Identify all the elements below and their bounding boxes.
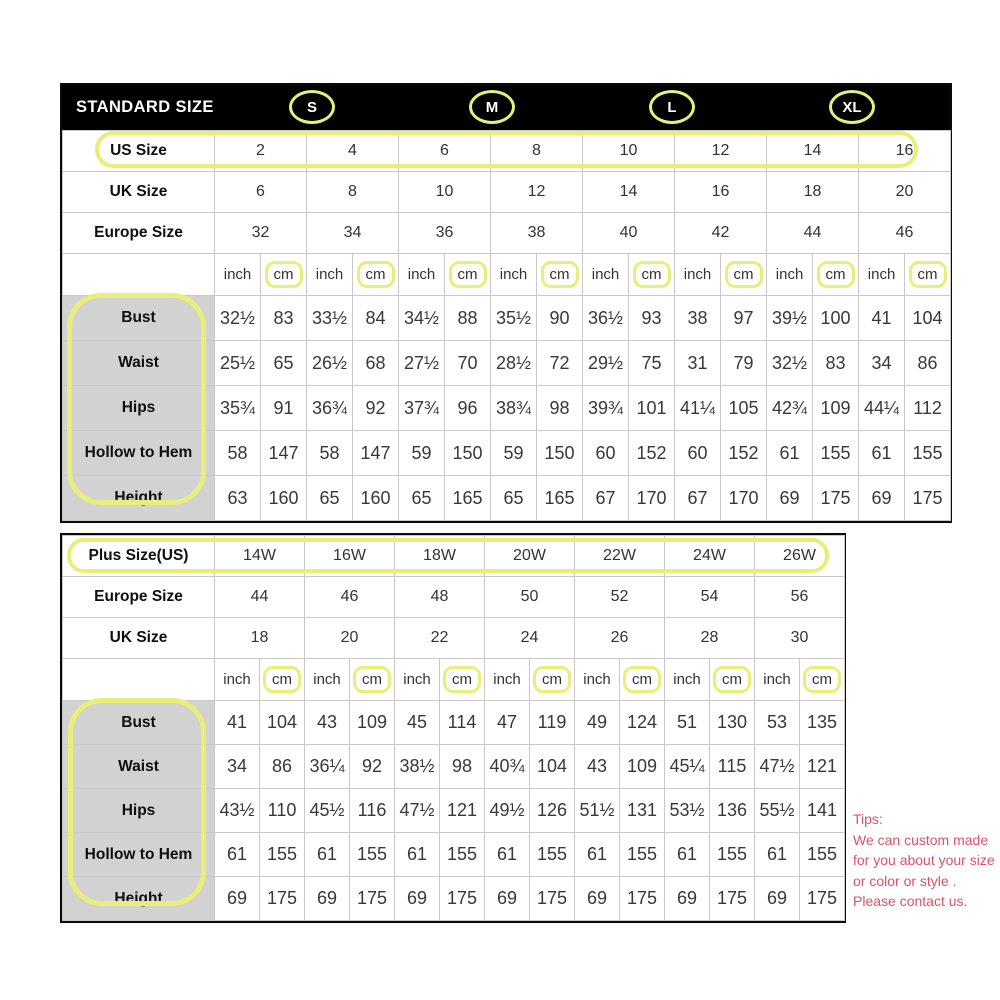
measure-value-cell: 41 <box>215 701 260 745</box>
measure-value-cell: 155 <box>800 833 845 877</box>
measure-value-cell: 60 <box>583 431 629 476</box>
cm-unit-cell <box>710 659 755 701</box>
measure-value-cell: 61 <box>755 833 800 877</box>
cm-unit-cell <box>530 659 575 701</box>
inch-unit-cell: inch <box>491 254 537 296</box>
tips-line: Please contact us. <box>853 893 968 910</box>
size-value-cell: 6 <box>399 131 491 172</box>
cm-unit-cell <box>445 254 491 296</box>
measure-value-cell: 36½ <box>583 296 629 341</box>
measure-value-cell: 75 <box>629 341 675 386</box>
measure-value-cell: 34 <box>215 745 260 789</box>
cm-unit-cell <box>440 659 485 701</box>
measure-value-cell: 68 <box>353 341 399 386</box>
cm-highlight: cm <box>909 261 947 288</box>
measure-value-cell: 38¾ <box>491 386 537 431</box>
size-value-cell: 38 <box>491 213 583 254</box>
measure-value-cell: 110 <box>260 789 305 833</box>
cm-highlight: cm <box>725 261 763 288</box>
measure-value-cell: 109 <box>350 701 395 745</box>
row-label-cell: Hips <box>63 386 215 431</box>
measure-value-cell: 36¾ <box>307 386 353 431</box>
measure-value-cell: 150 <box>445 431 491 476</box>
measure-value-cell: 165 <box>445 476 491 521</box>
measure-value-cell: 29½ <box>583 341 629 386</box>
measure-value-cell: 170 <box>721 476 767 521</box>
size-row <box>63 536 845 577</box>
unit-label-cell <box>63 254 215 296</box>
measure-value-cell: 152 <box>721 431 767 476</box>
measure-row <box>63 789 845 833</box>
measure-value-cell: 69 <box>395 877 440 921</box>
measure-value-cell: 86 <box>260 745 305 789</box>
inch-unit-cell: inch <box>675 254 721 296</box>
size-row <box>63 213 951 254</box>
standard-size-grid <box>62 130 951 521</box>
row-label-cell: Waist <box>63 745 215 789</box>
tips-line: or color or style . <box>853 872 957 889</box>
measure-value-cell: 69 <box>485 877 530 921</box>
measure-value-cell: 104 <box>530 745 575 789</box>
measure-value-cell: 26½ <box>307 341 353 386</box>
row-label-cell: Height <box>63 476 215 521</box>
measure-value-cell: 51 <box>665 701 710 745</box>
measure-value-cell: 58 <box>215 431 261 476</box>
measure-value-cell: 90 <box>537 296 583 341</box>
measure-value-cell: 104 <box>905 296 951 341</box>
measure-value-cell: 109 <box>620 745 665 789</box>
measure-value-cell: 34½ <box>399 296 445 341</box>
size-row <box>63 131 951 172</box>
inch-unit-cell: inch <box>215 659 260 701</box>
size-value-cell: 46 <box>305 577 395 618</box>
cm-unit-cell <box>353 254 399 296</box>
measure-value-cell: 69 <box>859 476 905 521</box>
cm-unit-cell <box>905 254 951 296</box>
measure-value-cell: 100 <box>813 296 859 341</box>
cm-highlight: cm <box>443 666 481 693</box>
measure-value-cell: 160 <box>353 476 399 521</box>
size-value-cell: 56 <box>755 577 845 618</box>
cm-unit-cell <box>629 254 675 296</box>
row-label-cell: Height <box>63 877 215 921</box>
measure-row <box>63 386 951 431</box>
measure-value-cell: 175 <box>350 877 395 921</box>
tips-line: for you about your size <box>853 852 995 869</box>
table-title: STANDARD SIZE <box>76 98 214 116</box>
inch-unit-cell: inch <box>767 254 813 296</box>
size-value-cell: 14 <box>767 131 859 172</box>
row-label-cell: Europe Size <box>63 577 215 618</box>
row-label-cell: Europe Size <box>63 213 215 254</box>
cm-highlight: cm <box>357 261 395 288</box>
measure-value-cell: 61 <box>485 833 530 877</box>
tips-note <box>853 809 999 912</box>
unit-row <box>63 254 951 296</box>
tips-line: Tips: <box>853 811 883 827</box>
measure-value-cell: 175 <box>260 877 305 921</box>
measure-value-cell: 41 <box>859 296 905 341</box>
measure-value-cell: 47½ <box>395 789 440 833</box>
measure-value-cell: 88 <box>445 296 491 341</box>
size-value-cell: 14 <box>583 172 675 213</box>
measure-value-cell: 160 <box>261 476 307 521</box>
measure-value-cell: 38 <box>675 296 721 341</box>
cm-unit-cell <box>260 659 305 701</box>
measure-value-cell: 59 <box>491 431 537 476</box>
size-value-cell: 52 <box>575 577 665 618</box>
measure-value-cell: 86 <box>905 341 951 386</box>
measure-value-cell: 155 <box>710 833 755 877</box>
measure-value-cell: 65 <box>261 341 307 386</box>
row-label-cell: Hips <box>63 789 215 833</box>
row-label-cell: Bust <box>63 296 215 341</box>
size-value-cell: 28 <box>665 618 755 659</box>
row-label-cell: Bust <box>63 701 215 745</box>
measure-value-cell: 147 <box>353 431 399 476</box>
measure-value-cell: 63 <box>215 476 261 521</box>
size-value-cell: 20 <box>305 618 395 659</box>
measure-value-cell: 43½ <box>215 789 260 833</box>
measure-value-cell: 61 <box>665 833 710 877</box>
inch-unit-cell: inch <box>215 254 261 296</box>
measure-value-cell: 92 <box>350 745 395 789</box>
row-label-cell: UK Size <box>63 618 215 659</box>
measure-value-cell: 83 <box>813 341 859 386</box>
unit-label-cell <box>63 659 215 701</box>
measure-value-cell: 61 <box>575 833 620 877</box>
measure-value-cell: 42¾ <box>767 386 813 431</box>
size-value-cell: 18 <box>767 172 859 213</box>
measure-value-cell: 98 <box>537 386 583 431</box>
size-row <box>63 172 951 213</box>
row-label-cell: Plus Size(US) <box>63 536 215 577</box>
measure-value-cell: 114 <box>440 701 485 745</box>
cm-highlight: cm <box>533 666 571 693</box>
size-value-cell: 26W <box>755 536 845 577</box>
measure-value-cell: 61 <box>215 833 260 877</box>
inch-unit-cell: inch <box>583 254 629 296</box>
measure-value-cell: 101 <box>629 386 675 431</box>
measure-value-cell: 69 <box>755 877 800 921</box>
measure-value-cell: 40¾ <box>485 745 530 789</box>
measure-value-cell: 165 <box>537 476 583 521</box>
measure-value-cell: 58 <box>307 431 353 476</box>
measure-row <box>63 701 845 745</box>
size-value-cell: 22W <box>575 536 665 577</box>
size-value-cell: 40 <box>583 213 675 254</box>
measure-row <box>63 745 845 789</box>
measure-value-cell: 32½ <box>215 296 261 341</box>
measure-value-cell: 96 <box>445 386 491 431</box>
measure-value-cell: 53½ <box>665 789 710 833</box>
measure-value-cell: 33½ <box>307 296 353 341</box>
size-value-cell: 48 <box>395 577 485 618</box>
measure-row <box>63 431 951 476</box>
measure-value-cell: 65 <box>399 476 445 521</box>
measure-value-cell: 32½ <box>767 341 813 386</box>
measure-value-cell: 175 <box>813 476 859 521</box>
cm-highlight: cm <box>817 261 855 288</box>
measure-value-cell: 130 <box>710 701 755 745</box>
size-value-cell: 6 <box>215 172 307 213</box>
plus-size-table <box>60 533 846 923</box>
measure-value-cell: 121 <box>440 789 485 833</box>
measure-value-cell: 59 <box>399 431 445 476</box>
cm-highlight: cm <box>263 666 301 693</box>
inch-unit-cell: inch <box>575 659 620 701</box>
tips-line: We can custom made <box>853 831 989 848</box>
size-badge-xl-icon: XL <box>829 90 875 124</box>
size-value-cell: 18 <box>215 618 305 659</box>
measure-value-cell: 51½ <box>575 789 620 833</box>
measure-value-cell: 55½ <box>755 789 800 833</box>
measure-value-cell: 83 <box>261 296 307 341</box>
cm-unit-cell <box>813 254 859 296</box>
measure-value-cell: 45½ <box>305 789 350 833</box>
cm-unit-cell <box>350 659 395 701</box>
size-value-cell: 20W <box>485 536 575 577</box>
size-value-cell: 42 <box>675 213 767 254</box>
measure-value-cell: 47½ <box>755 745 800 789</box>
measure-value-cell: 135 <box>800 701 845 745</box>
size-value-cell: 12 <box>675 131 767 172</box>
measure-value-cell: 43 <box>575 745 620 789</box>
inch-unit-cell: inch <box>395 659 440 701</box>
size-value-cell: 8 <box>307 172 399 213</box>
measure-value-cell: 155 <box>813 431 859 476</box>
measure-value-cell: 69 <box>575 877 620 921</box>
size-value-cell: 20 <box>859 172 951 213</box>
measure-value-cell: 175 <box>905 476 951 521</box>
size-value-cell: 8 <box>491 131 583 172</box>
measure-value-cell: 175 <box>530 877 575 921</box>
measure-value-cell: 28½ <box>491 341 537 386</box>
measure-value-cell: 69 <box>215 877 260 921</box>
measure-value-cell: 61 <box>395 833 440 877</box>
size-value-cell: 16 <box>859 131 951 172</box>
row-label-cell: Hollow to Hem <box>63 833 215 877</box>
measure-value-cell: 31 <box>675 341 721 386</box>
measure-value-cell: 61 <box>859 431 905 476</box>
cm-highlight: cm <box>353 666 391 693</box>
standard-size-table <box>60 83 952 523</box>
measure-value-cell: 39¾ <box>583 386 629 431</box>
size-value-cell: 14W <box>215 536 305 577</box>
measure-value-cell: 69 <box>305 877 350 921</box>
inch-unit-cell: inch <box>755 659 800 701</box>
measure-value-cell: 65 <box>491 476 537 521</box>
measure-value-cell: 155 <box>260 833 305 877</box>
size-value-cell: 10 <box>583 131 675 172</box>
size-value-cell: 16 <box>675 172 767 213</box>
measure-value-cell: 47 <box>485 701 530 745</box>
row-label-cell: UK Size <box>63 172 215 213</box>
measure-value-cell: 136 <box>710 789 755 833</box>
measure-value-cell: 97 <box>721 296 767 341</box>
measure-row <box>63 833 845 877</box>
inch-unit-cell: inch <box>665 659 710 701</box>
table-title-bar <box>62 85 950 130</box>
size-value-cell: 30 <box>755 618 845 659</box>
size-row <box>63 577 845 618</box>
measure-value-cell: 69 <box>767 476 813 521</box>
size-value-cell: 36 <box>399 213 491 254</box>
measure-value-cell: 104 <box>260 701 305 745</box>
measure-value-cell: 67 <box>583 476 629 521</box>
measure-value-cell: 44¼ <box>859 386 905 431</box>
size-value-cell: 18W <box>395 536 485 577</box>
measure-value-cell: 45 <box>395 701 440 745</box>
measure-value-cell: 109 <box>813 386 859 431</box>
measure-value-cell: 119 <box>530 701 575 745</box>
measure-value-cell: 141 <box>800 789 845 833</box>
plus-size-grid <box>62 535 845 921</box>
size-value-cell: 54 <box>665 577 755 618</box>
inch-unit-cell: inch <box>305 659 350 701</box>
size-value-cell: 50 <box>485 577 575 618</box>
measure-value-cell: 39½ <box>767 296 813 341</box>
measure-value-cell: 43 <box>305 701 350 745</box>
measure-value-cell: 170 <box>629 476 675 521</box>
cm-unit-cell <box>800 659 845 701</box>
size-badge-l-icon: L <box>649 90 695 124</box>
cm-unit-cell <box>620 659 665 701</box>
row-label-cell: Waist <box>63 341 215 386</box>
size-value-cell: 2 <box>215 131 307 172</box>
measure-value-cell: 60 <box>675 431 721 476</box>
cm-highlight: cm <box>803 666 841 693</box>
measure-value-cell: 67 <box>675 476 721 521</box>
cm-highlight: cm <box>449 261 487 288</box>
inch-unit-cell: inch <box>859 254 905 296</box>
measure-value-cell: 91 <box>261 386 307 431</box>
measure-value-cell: 69 <box>665 877 710 921</box>
unit-row <box>63 659 845 701</box>
measure-value-cell: 79 <box>721 341 767 386</box>
measure-value-cell: 175 <box>620 877 665 921</box>
measure-value-cell: 126 <box>530 789 575 833</box>
measure-value-cell: 155 <box>620 833 665 877</box>
measure-value-cell: 93 <box>629 296 675 341</box>
measure-value-cell: 35½ <box>491 296 537 341</box>
size-value-cell: 24W <box>665 536 755 577</box>
measure-value-cell: 152 <box>629 431 675 476</box>
measure-value-cell: 70 <box>445 341 491 386</box>
size-value-cell: 22 <box>395 618 485 659</box>
size-value-cell: 12 <box>491 172 583 213</box>
cm-highlight: cm <box>265 261 303 288</box>
measure-value-cell: 25½ <box>215 341 261 386</box>
measure-value-cell: 112 <box>905 386 951 431</box>
measure-value-cell: 98 <box>440 745 485 789</box>
measure-value-cell: 115 <box>710 745 755 789</box>
measure-value-cell: 175 <box>800 877 845 921</box>
measure-value-cell: 27½ <box>399 341 445 386</box>
measure-value-cell: 105 <box>721 386 767 431</box>
measure-value-cell: 37¾ <box>399 386 445 431</box>
measure-value-cell: 34 <box>859 341 905 386</box>
measure-row <box>63 296 951 341</box>
cm-unit-cell <box>721 254 767 296</box>
inch-unit-cell: inch <box>307 254 353 296</box>
measure-value-cell: 72 <box>537 341 583 386</box>
measure-value-cell: 65 <box>307 476 353 521</box>
measure-value-cell: 61 <box>305 833 350 877</box>
measure-row <box>63 476 951 521</box>
measure-value-cell: 84 <box>353 296 399 341</box>
measure-value-cell: 35¾ <box>215 386 261 431</box>
measure-value-cell: 61 <box>767 431 813 476</box>
measure-value-cell: 155 <box>530 833 575 877</box>
measure-value-cell: 155 <box>440 833 485 877</box>
measure-value-cell: 45¼ <box>665 745 710 789</box>
measure-value-cell: 36¼ <box>305 745 350 789</box>
size-value-cell: 24 <box>485 618 575 659</box>
measure-value-cell: 155 <box>905 431 951 476</box>
measure-value-cell: 121 <box>800 745 845 789</box>
size-value-cell: 34 <box>307 213 399 254</box>
measure-value-cell: 92 <box>353 386 399 431</box>
measure-value-cell: 175 <box>710 877 755 921</box>
measure-value-cell: 53 <box>755 701 800 745</box>
measure-value-cell: 155 <box>350 833 395 877</box>
measure-value-cell: 147 <box>261 431 307 476</box>
row-label-cell: Hollow to Hem <box>63 431 215 476</box>
size-value-cell: 44 <box>767 213 859 254</box>
size-badge-m-icon: M <box>469 90 515 124</box>
size-value-cell: 16W <box>305 536 395 577</box>
cm-unit-cell <box>261 254 307 296</box>
cm-highlight: cm <box>623 666 661 693</box>
measure-row <box>63 341 951 386</box>
size-value-cell: 46 <box>859 213 951 254</box>
size-row <box>63 618 845 659</box>
inch-unit-cell: inch <box>399 254 445 296</box>
measure-value-cell: 49½ <box>485 789 530 833</box>
measure-value-cell: 131 <box>620 789 665 833</box>
size-value-cell: 10 <box>399 172 491 213</box>
cm-highlight: cm <box>633 261 671 288</box>
size-value-cell: 26 <box>575 618 665 659</box>
measure-value-cell: 124 <box>620 701 665 745</box>
size-value-cell: 4 <box>307 131 399 172</box>
measure-value-cell: 38½ <box>395 745 440 789</box>
size-value-cell: 32 <box>215 213 307 254</box>
measure-value-cell: 49 <box>575 701 620 745</box>
cm-unit-cell <box>537 254 583 296</box>
measure-value-cell: 175 <box>440 877 485 921</box>
measure-row <box>63 877 845 921</box>
measure-value-cell: 150 <box>537 431 583 476</box>
inch-unit-cell: inch <box>485 659 530 701</box>
cm-highlight: cm <box>713 666 751 693</box>
cm-highlight: cm <box>541 261 579 288</box>
size-badge-s-icon: S <box>289 90 335 124</box>
size-value-cell: 44 <box>215 577 305 618</box>
row-label-cell: US Size <box>63 131 215 172</box>
measure-value-cell: 41¼ <box>675 386 721 431</box>
measure-value-cell: 116 <box>350 789 395 833</box>
